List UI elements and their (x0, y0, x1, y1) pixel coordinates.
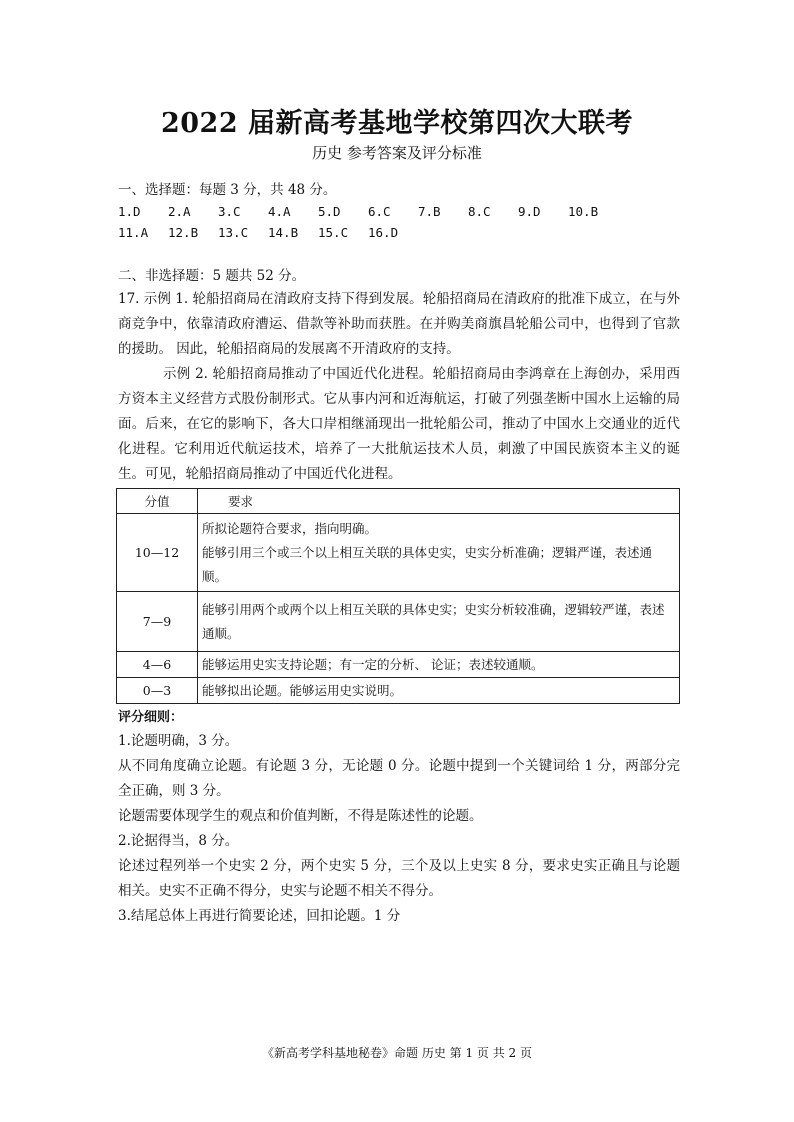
answer-item: 3.C (218, 204, 241, 219)
page-subtitle: 历史 参考答案及评分标准 (312, 144, 482, 162)
answer-item: 4.A (268, 204, 291, 219)
answers-row-1 (118, 203, 618, 221)
table-row (117, 678, 680, 704)
table-row (117, 514, 680, 592)
answer-item: 9.D (518, 204, 541, 219)
score-requirement: 能够引用两个或两个以上相互关联的具体史实；史实分析较准确，逻辑较严谨，表述通顺。 (198, 592, 680, 652)
requirement-line: 所拟论题符合要求，指向明确。 (202, 520, 378, 536)
answer-item: 15.C (318, 225, 349, 240)
page-title: 2022 届新高考基地学校第四次大联考 (160, 108, 634, 139)
q17-example-1: 17. 示例 1. 轮船招商局在清政府支持下得到发展。轮船招商局在清政府的批准下成立，在与外商竞争中，依靠清政府漕运、借款等补助而获胜。在并购美商旗昌轮船公司中，也得到了官款的援助。 因此，轮船招商局的发展离不开清政府的支持。 (118, 291, 680, 357)
answer-item: 6.C (368, 204, 391, 219)
col-value-header: 分值 (117, 489, 198, 514)
answer-item: 5.D (318, 204, 341, 219)
table-row (117, 652, 680, 678)
score-value: 7—9 (117, 592, 198, 652)
score-table (116, 488, 680, 704)
table-row (117, 592, 680, 652)
detail-item: 1.论题明确，3 分。 (118, 733, 239, 749)
answer-item: 12.B (168, 225, 199, 240)
page-footer: 《新高考学科基地秘卷》命题 历史 第 1 页 共 2 页 (262, 1046, 532, 1060)
answers-row-2 (118, 224, 418, 242)
detail-item: 从不同角度确立论题。有论题 3 分，无论题 0 分。论题中提到一个关键词给 1 分，两部分完全正确，则 3 分。 (118, 758, 680, 799)
section1-heading: 一、选择题：每题 3 分，共 48 分。 (118, 182, 337, 198)
score-value: 0—3 (117, 678, 198, 704)
answer-item: 14.B (268, 225, 299, 240)
answer-item: 11.A (118, 225, 149, 240)
score-table-header (117, 489, 680, 514)
detail-item: 论述过程列举一个史实 2 分，两个史实 5 分，三个及以上史实 8 分，要求史实正确且与论题相关。史实不正确不得分，史实与论题不相关不得分。 (118, 858, 680, 899)
answer-item: 13.C (218, 225, 249, 240)
score-requirement: 能够拟出论题。能够运用史实说明。 (198, 678, 680, 704)
detail-item: 3.结尾总体上再进行简要论述，回扣论题。1 分 (118, 908, 401, 924)
detail-item: 2.论据得当，8 分。 (118, 833, 239, 849)
score-value: 10—12 (117, 514, 198, 592)
q17-example-2: 示例 2. 轮船招商局推动了中国近代化进程。轮船招商局由李鸿章在上海创办，采用西方资本主义经营方式股份制形式。它从事内河和近海航运，打破了列强垄断中国水上运输的局面。后来，在它的影响下，各大口岸相继涌现出一批轮船公司，推动了中国水上交通业的近代化进程。它利用近代航运技术，培养了一大批航运技术人员，刺激了中国民族资本主义的诞生。可见，轮船招商局推动了中国近代化进程。 (118, 366, 680, 482)
requirement-line: 能够引用三个或三个以上相互关联的具体史实，史实分析准确；逻辑严谨，表述通顺。 (202, 544, 653, 584)
score-requirement: 能够运用史实支持论题；有一定的分析、 论证；表述较通顺。 (198, 652, 680, 678)
score-value: 4—6 (117, 652, 198, 678)
answer-item: 8.C (468, 204, 491, 219)
col-requirement-header: 要求 (198, 489, 680, 514)
detail-item: 论题需要体现学生的观点和价值判断，不得是陈述性的论题。 (118, 808, 483, 824)
answer-item: 7.B (418, 204, 441, 219)
answer-item: 1.D (118, 204, 141, 219)
answer-item: 10.B (568, 204, 599, 219)
answer-item: 16.D (368, 225, 399, 240)
section2-heading: 二、非选择题：5 题共 52 分。 (118, 268, 306, 284)
details-heading: 评分细则： (118, 710, 184, 725)
score-requirement (198, 514, 680, 592)
answer-item: 2.A (168, 204, 191, 219)
